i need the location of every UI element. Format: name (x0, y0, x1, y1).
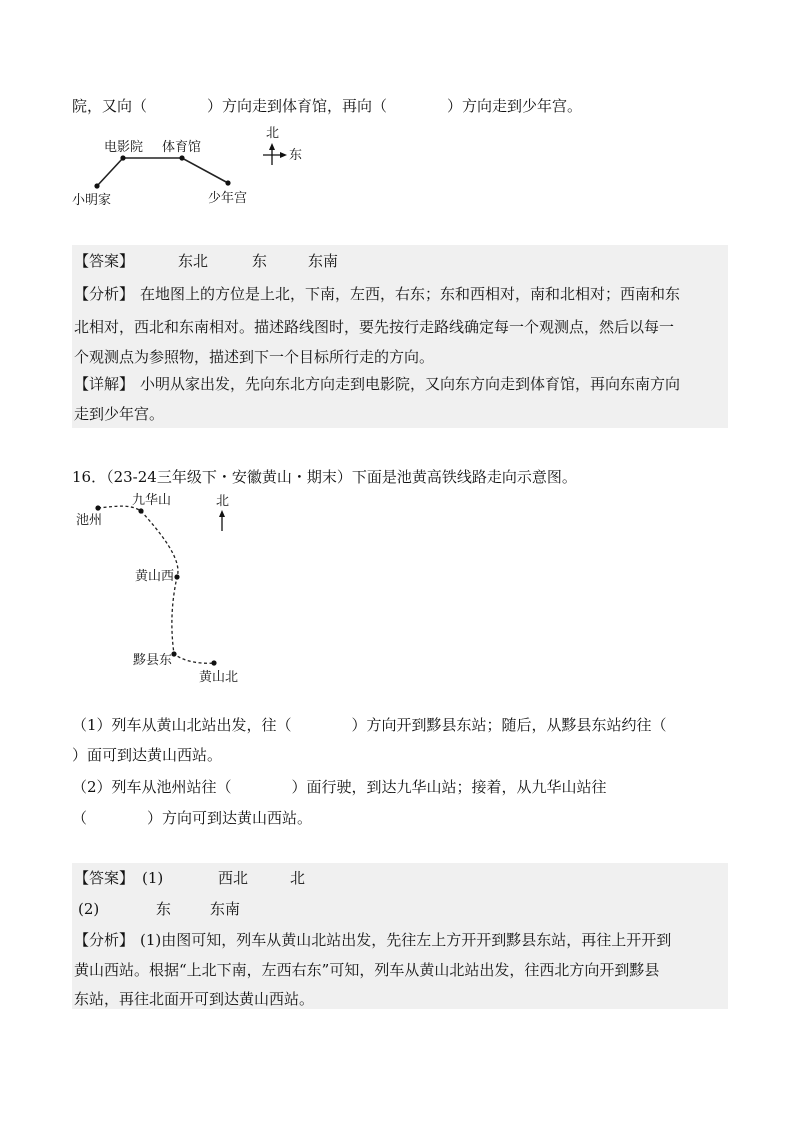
q16-part1-line1: （1）列车从黄山北站出发，往（ ）方向开到黟县东站；随后，从黟县东站约往（ (72, 716, 667, 734)
yixiandong-label: 黟县东 (133, 653, 173, 668)
q16-analysis-label: 【分析】 (74, 931, 135, 949)
cinema-label: 电影院 (104, 140, 144, 155)
q16-analysis-line-2: 黄山西站。根据“上北下南，左西右东”可知，列车从黄山北站出发，往西北方向开到黟县 (74, 961, 660, 979)
q15-question-line: 院，又向（ ）方向走到体育馆，再向（ ）方向走到少年宫。 (72, 97, 583, 115)
q16-analysis-line-1: (1)由图可知，列车从黄山北站出发，先往左上方开开到黟县东站，再往上开开到 (140, 931, 672, 949)
q16-analysis-line-3: 东站，再往北面开可到达黄山西站。 (74, 990, 315, 1008)
q15-answer-label: 【答案】 (74, 252, 135, 270)
q15-answer-3: 东南 (308, 252, 339, 270)
huangshanbei-label: 黄山北 (199, 670, 239, 685)
compass-north-label: 北 (266, 126, 280, 141)
q16-answer1-number: (1) (142, 869, 164, 887)
chizhou-dot (95, 505, 100, 510)
jiuhuashan-dot (138, 508, 143, 513)
q16-part2-line1: （2）列车从池州站往（ ）面行驶，到达九华山站；接着，从九华山站往 (72, 778, 607, 796)
q15-analysis-label: 【分析】 (74, 285, 135, 303)
q15-detail-line-2: 走到少年宫。 (74, 405, 165, 423)
huangshanxi-label: 黄山西 (135, 569, 175, 584)
q16-answer-label: 【答案】 (74, 869, 135, 887)
q15-analysis-line-3: 个观测点为参照物，描述到下一个目标所行走的方向。 (74, 348, 435, 366)
north-arrowhead (219, 510, 225, 517)
q15-answer-2: 东 (252, 252, 268, 270)
q16-answer1-a: 西北 (218, 869, 249, 887)
q15-detail-label: 【详解】 (74, 375, 135, 393)
q15-analysis-line-2: 北相对，西北和东南相对。描述路线图时，要先按行走路线确定每一个观测点，然后以每一 (74, 318, 675, 336)
q15-analysis-line-1: 在地图上的方位是上北，下南，左西，右东；东和西相对，南和北相对；西南和东 (140, 285, 681, 303)
gym-label: 体育馆 (162, 140, 202, 155)
q15-detail-line-1: 小明从家出发，先向东北方向走到电影院，又向东方向走到体育馆，再向东南方向 (140, 375, 681, 393)
q16-answer2-number: (2) (78, 900, 100, 918)
jiuhuashan-label: 九华山 (132, 493, 172, 508)
q16-answer1-b: 北 (290, 869, 306, 887)
q16-part2-line2: （ ）方向可到达黄山西站。 (72, 809, 313, 827)
q16-part1-line2: ）面可到达黄山西站。 (72, 746, 223, 764)
north-label: 北 (216, 494, 230, 509)
palace-label: 少年宫 (208, 191, 248, 206)
huangshanbei-dot (211, 660, 216, 665)
q16-header: 16．（23-24三年级下・安徽黄山・期末）下面是池黄高铁线路走向示意图。 (72, 468, 577, 486)
chizhou-label: 池州 (76, 513, 103, 528)
q15-answer-1: 东北 (178, 252, 209, 270)
compass-east-label: 东 (289, 148, 303, 163)
q16-answer2-a: 东 (156, 900, 172, 918)
q16-answer2-b: 东南 (210, 900, 241, 918)
huangshanxi-dot (174, 574, 179, 579)
yixiandong-dot (171, 651, 176, 656)
home-label: 小明家 (72, 193, 112, 208)
